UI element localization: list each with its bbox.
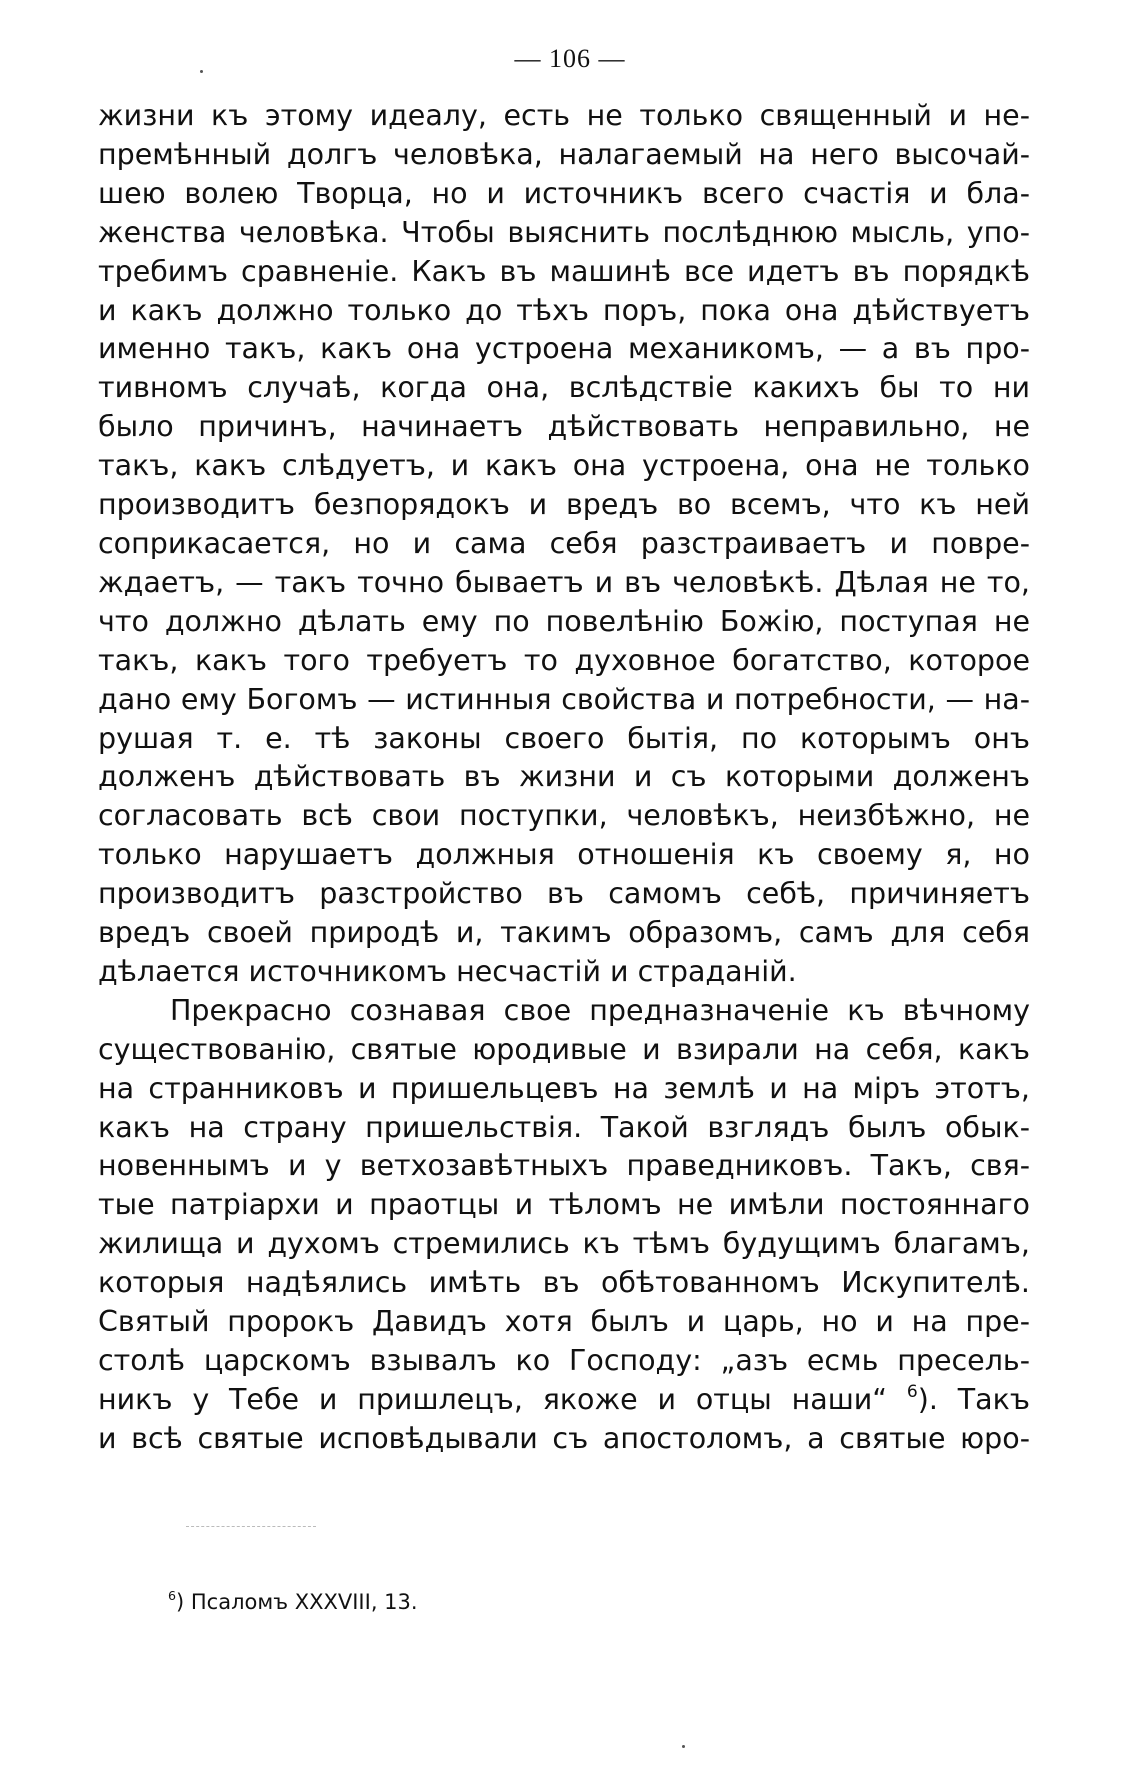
footnote-divider [186, 1526, 316, 1527]
text-line: женства человѣка. Чтобы выяснить послѣднюю мысль, упо- [98, 215, 1030, 249]
footnote [168, 1590, 418, 1614]
text-line: тивномъ случаѣ, когда она, вслѣдствіе какихъ бы то ни [98, 371, 1030, 405]
text-line: что должно дѣлать ему по повелѣнію Божію, поступая не [98, 604, 1030, 638]
text-line: тые патріархи и праотцы и тѣломъ не имѣли постояннаго [98, 1188, 1030, 1222]
text-line: новеннымъ и у ветхозавѣтныхъ праведниковъ. Такъ, свя- [98, 1149, 1030, 1183]
body-text [98, 97, 1030, 1459]
text-line: премѣнный долгъ человѣка, налагаемый на него высочай- [98, 137, 1030, 171]
text-line: производитъ безпорядокъ и вредъ во всемъ, что къ ней [98, 488, 1030, 522]
text-line: только нарушаетъ должныя отношенія къ своему я, но [98, 838, 1030, 872]
text-line: было причинъ, начинаетъ дѣйствовать неправильно, не [98, 410, 1030, 444]
text-line: жизни къ этому идеалу, есть не только священный и не- [98, 99, 1030, 132]
text-line: которыя надѣялись имѣть въ обѣтованномъ Искупителѣ. [98, 1266, 1030, 1300]
text-line: ждаетъ, — такъ точно бываетъ и въ человѣкѣ. Дѣлая не то, [98, 565, 1030, 599]
text-line: Святый пророкъ Давидъ хотя былъ и царь, но и на пре- [98, 1305, 1030, 1339]
text-line: вредъ своей природѣ и, такимъ образомъ, самъ для себя [98, 916, 1030, 950]
text-line: рушая т. е. тѣ законы своего бытія, по которымъ онъ [98, 721, 1030, 755]
text-line: согласовать всѣ свои поступки, человѣкъ, неизбѣжно, не [98, 799, 1030, 833]
text-line: и какъ должно только до тѣхъ поръ, пока она дѣйствуетъ [98, 293, 1030, 327]
text-line: какъ на страну пришельствія. Такой взглядъ былъ обык- [98, 1110, 1030, 1144]
text-line: и всѣ святые исповѣдывали съ апостоломъ, а святые юро- [98, 1421, 1030, 1455]
text-segment: ). Такъ [917, 1382, 1030, 1416]
text-line: столѣ царскомъ взывалъ ко Господу: „азъ есмь пресель- [98, 1344, 1030, 1377]
text-line: соприкасается, но и сама себя разстраиваетъ и повре- [98, 526, 1030, 560]
text-segment: никъ у Тебе и пришлецъ, якоже и отцы наши“ [98, 1382, 888, 1416]
text-line: на странниковъ и пришельцевъ на землѣ и на міръ этотъ, [98, 1071, 1030, 1105]
text-line: такъ, какъ слѣдуетъ, и какъ она устроена, она не только [98, 449, 1030, 483]
text-line: такъ, какъ того требуетъ то духовное богатство, которое [98, 643, 1030, 677]
text-line: дѣлается источникомъ несчастій и страданій. [98, 954, 797, 988]
footnote-marker: 6 [168, 1588, 177, 1604]
text-line: долженъ дѣйствовать въ жизни и съ которыми долженъ [98, 760, 1030, 794]
text-line: шею волею Творца, но и источникъ всего счастія и бла- [98, 176, 1030, 210]
text-line: существованію, святые юродивые и взирали на себя, какъ [98, 1032, 1030, 1066]
text-line: Прекрасно сознавая свое предназначеніе къ вѣчному [170, 993, 1030, 1027]
text-line-with-note [98, 1381, 1030, 1420]
print-speck [682, 1745, 685, 1748]
text-line: именно такъ, какъ она устроена механикомъ, — а въ про- [98, 332, 1030, 366]
page-number: — 106 — [514, 44, 626, 73]
footnote-text: ) Псаломъ XXXVIII, 13. [176, 1590, 418, 1614]
paragraph [98, 97, 1030, 992]
text-line: жилища и духомъ стремились къ тѣмъ будущимъ благамъ, [98, 1227, 1030, 1261]
paragraph [98, 992, 1030, 1459]
text-line: требимъ сравненіе. Какъ въ машинѣ все идетъ въ порядкѣ [98, 254, 1030, 288]
text-line: дано ему Богомъ — истинныя свойства и потребности, — на- [98, 682, 1030, 716]
print-speck [200, 70, 203, 73]
text-line: производитъ разстройство въ самомъ себѣ, причиняетъ [98, 877, 1030, 911]
footnote-ref: 6 [906, 1381, 918, 1402]
